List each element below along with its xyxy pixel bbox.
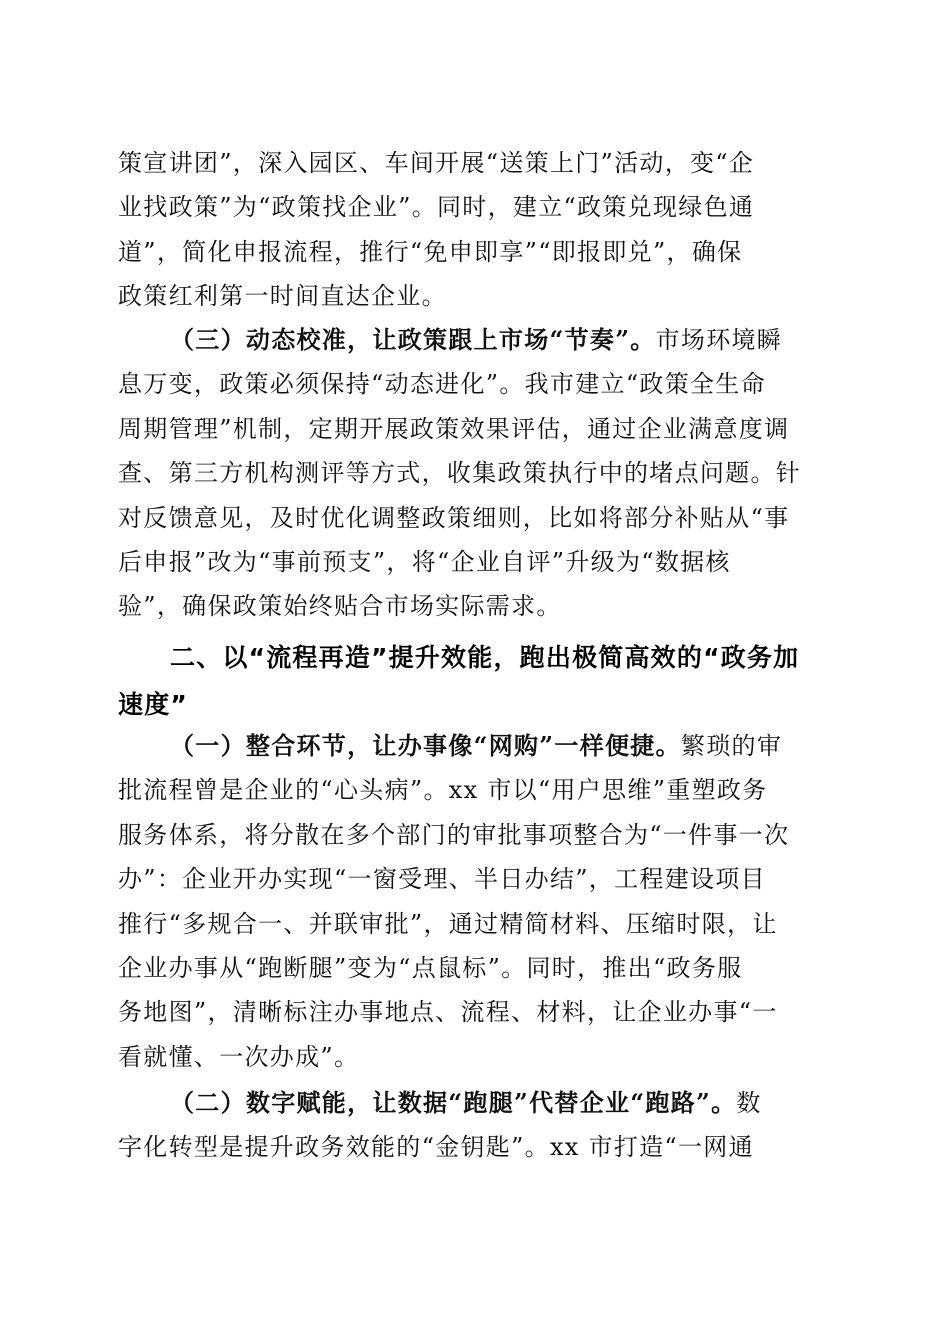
paragraph-lead: （二）数字赋能，让数据“跑腿”代替企业“跑路”。 xyxy=(170,1088,737,1117)
text-line xyxy=(118,318,832,362)
text-line xyxy=(118,1081,832,1125)
text-line: 务地图”，清晰标注办事地点、流程、材料，让企业办事“一 xyxy=(118,998,778,1027)
text-line: 字化转型是提升政务效能的“金钥匙”。xx 市打造“一网通 xyxy=(118,1133,754,1162)
text-run: 市场环境瞬 xyxy=(655,326,783,354)
text-line: 推行“多规合一、并联审批”，通过精简材料、压缩时限，让 xyxy=(118,909,778,938)
text-line: 办”：企业开办实现“一窗受理、半日办结”，工程建设项目 xyxy=(118,865,766,894)
text-line: 息万变，政策必须保持“动态进化”。我市建立“政策全生命 xyxy=(118,370,766,399)
text-line: 后申报”改为“事前预支”，将“企业自评”升级为“数据核 xyxy=(118,547,731,576)
text-line: 对反馈意见，及时优化调整政策细则，比如将部分补贴从“事 xyxy=(118,503,790,532)
text-line: 周期管理”机制，定期开展政策效果评估，通过企业满意度调 xyxy=(118,414,790,443)
text-line: 批流程曾是企业的“心头病”。xx 市以“用户思维”重塑政务 xyxy=(118,776,768,805)
paragraph-lead: （一）整合环节，让办事像“网购”一样便捷。 xyxy=(170,731,681,760)
paragraph-digital-empowerment xyxy=(118,1081,832,1170)
text-line: 看就懂、一次办成”。 xyxy=(118,1042,360,1071)
heading-line: 速度” xyxy=(118,690,189,719)
paragraph-lead: （三）动态校准，让政策跟上市场“节奏”。 xyxy=(170,325,656,354)
text-line: 策宣讲团”，深入园区、车间开展“送策上门”活动，变“企 xyxy=(118,149,755,177)
section-heading xyxy=(118,634,832,728)
text-line: 业找政策”为“政策找企业”。同时，建立“政策兑现绿色通 xyxy=(118,193,755,222)
text-line: 查、第三方机构测评等方式，收集政策执行中的堵点问题。针 xyxy=(118,459,802,488)
text-line: 政策红利第一时间直达企业。 xyxy=(118,282,447,311)
text-run: 数 xyxy=(736,1089,762,1117)
text-line: 道”，简化申报流程，推行“免申即享”“即报即兑”，确保 xyxy=(118,237,743,266)
text-run: 繁琐的审 xyxy=(680,732,783,760)
text-line: 企业办事从“跑断腿”变为“点鼠标”。同时，推出“政务服 xyxy=(118,953,743,982)
paragraph-continued xyxy=(118,141,832,319)
text-line: 验”，确保政策始终贴合市场实际需求。 xyxy=(118,592,562,621)
paragraph-integrate-steps xyxy=(118,724,832,1079)
text-line xyxy=(118,724,832,768)
text-line: 服务体系，将分散在多个部门的审批事项整合为“一件事一次 xyxy=(118,820,790,849)
paragraph-dynamic-calibration xyxy=(118,318,832,629)
heading-line: 二、以“流程再造”提升效能，跑出极简高效的“政务加 xyxy=(170,643,800,672)
